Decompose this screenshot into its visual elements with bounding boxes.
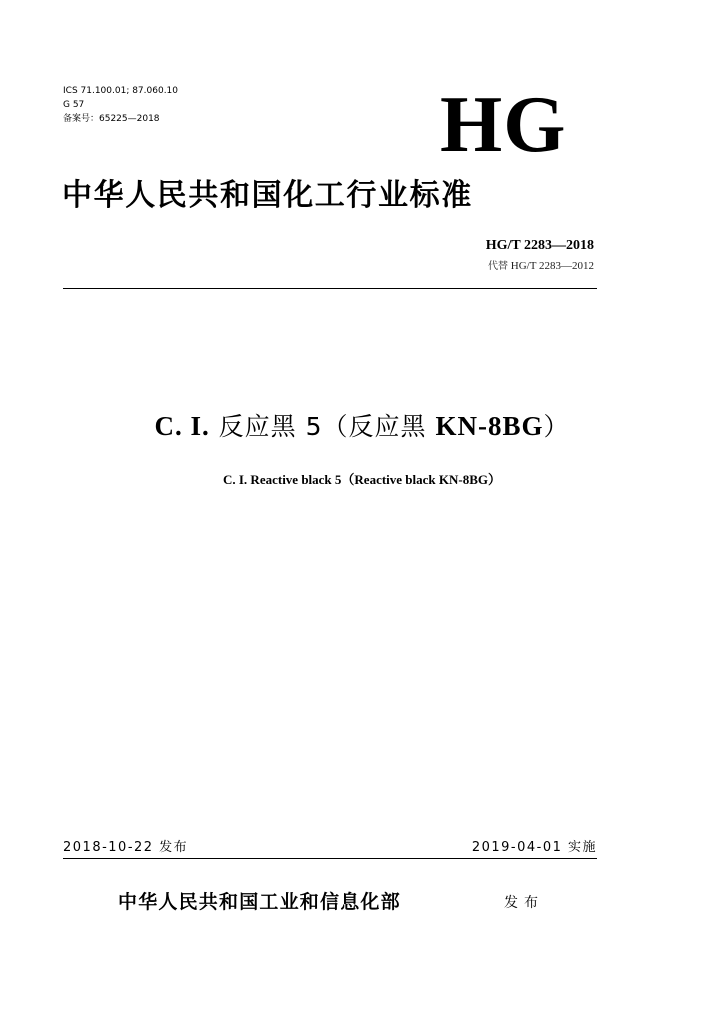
filing-number: 备案号：65225—2018 bbox=[63, 114, 160, 124]
issue-date: 2018-10-22 发布 bbox=[63, 840, 189, 855]
title-cn-middle: 反应黑 5（反应黑 bbox=[209, 412, 436, 441]
ics-code: ICS 71.100.01; 87.060.10 bbox=[63, 86, 179, 96]
standard-number: HG/T 2283—2018 bbox=[485, 238, 594, 253]
title-product-code: KN-8BG bbox=[435, 411, 544, 441]
document-title-chinese bbox=[0, 406, 724, 447]
header-divider bbox=[63, 288, 597, 289]
issuing-authority: 中华人民共和国工业和信息化部 bbox=[118, 891, 401, 913]
class-code: G 57 bbox=[63, 100, 85, 110]
publish-label: 发布 bbox=[504, 895, 544, 911]
replaces-prefix: 代替 bbox=[488, 261, 509, 272]
footer-divider bbox=[63, 858, 597, 859]
implementation-date: 2019-04-01 实施 bbox=[471, 840, 597, 855]
classification-block bbox=[63, 84, 178, 126]
hg-logo: HG bbox=[440, 81, 567, 169]
standard-category-title: 中华人民共和国化工行业标准 bbox=[62, 178, 473, 213]
replaces-standard bbox=[488, 258, 594, 275]
title-cn-suffix: ） bbox=[543, 412, 570, 441]
title-ci-prefix: C. I. bbox=[154, 411, 210, 441]
document-title-english: C. I. Reactive black 5（Reactive black KN-8BG） bbox=[222, 472, 502, 487]
replaces-number: HG/T 2283—2012 bbox=[510, 260, 594, 272]
